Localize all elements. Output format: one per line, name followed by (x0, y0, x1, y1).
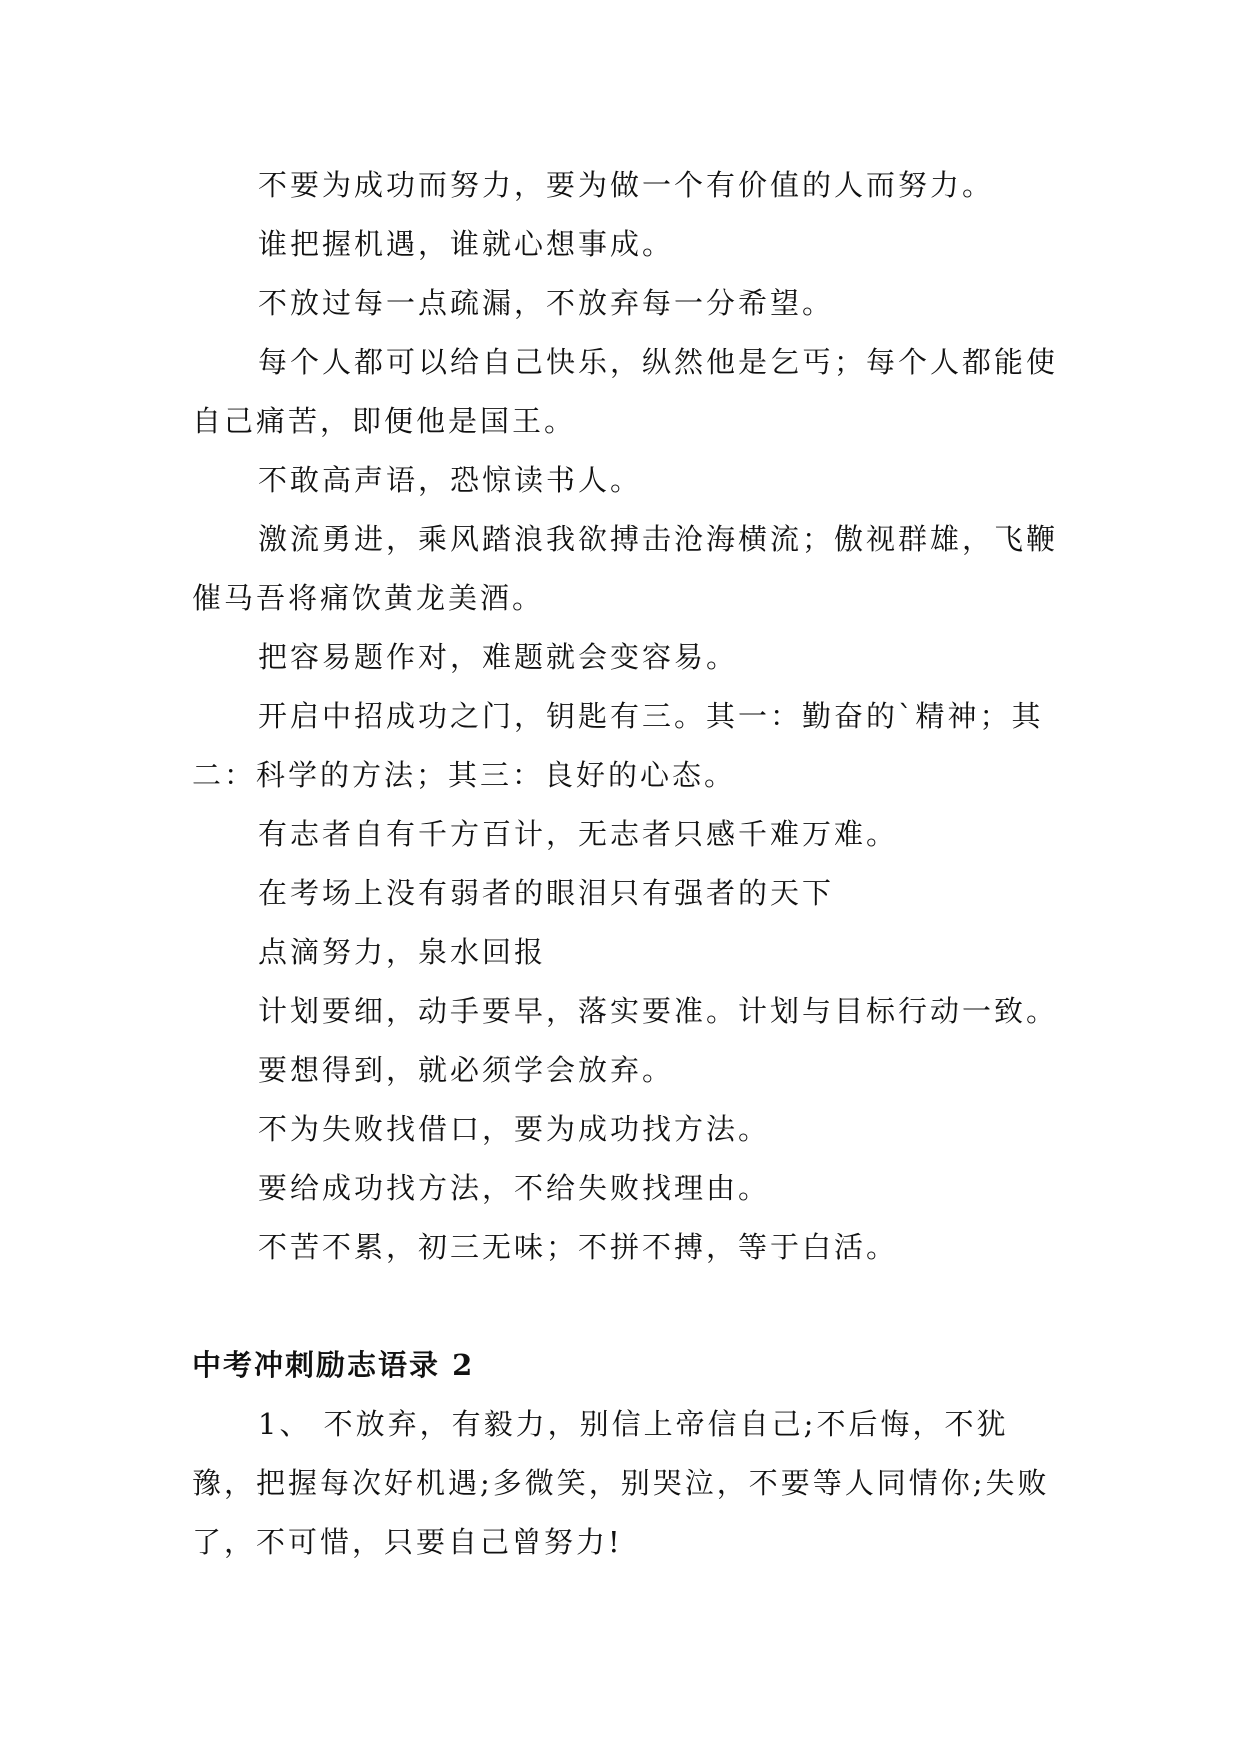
paragraph: 不敢高声语，恐惊读书人。 (258, 463, 643, 497)
paragraph: 计划要细，动手要早，落实要准。计划与目标行动一致。 (258, 994, 1059, 1028)
paragraph: 每个人都可以给自己快乐，纵然他是乞丐；每个人都能使自己痛苦，即便他是国王。 (192, 345, 1059, 438)
paragraph: 开启中招成功之门，钥匙有三。其一：勤奋的`精神；其二：科学的方法；其三：良好的心态。 (192, 699, 1044, 792)
paragraph: 1、 不放弃，有毅力，别信上帝信自己;不后悔，不犹豫，把握每次好机遇;多微笑，别哭泣，不要等人同情你;失败了，不可惜，只要自己曾努力! (192, 1407, 1050, 1559)
section-title: 中考冲刺励志语录 2 (192, 1348, 475, 1382)
section-spacer (192, 1277, 1062, 1336)
paragraph: 不要为成功而努力，要为做一个有价值的人而努力。 (258, 168, 995, 202)
paragraph: 不为失败找借口，要为成功找方法。 (258, 1112, 771, 1146)
paragraph: 有志者自有千方百计，无志者只感千难万难。 (258, 817, 899, 851)
paragraph: 把容易题作对，难题就会变容易。 (258, 640, 739, 674)
paragraph: 谁把握机遇，谁就心想事成。 (258, 227, 675, 261)
paragraph: 点滴努力，泉水回报 (258, 935, 547, 969)
paragraph: 要想得到，就必须学会放弃。 (258, 1053, 675, 1087)
document-body (192, 156, 1062, 1572)
paragraph: 不苦不累，初三无味；不拼不搏，等于白活。 (258, 1230, 899, 1264)
paragraph: 在考场上没有弱者的眼泪只有强者的天下 (258, 876, 835, 910)
paragraph: 要给成功找方法，不给失败找理由。 (258, 1171, 771, 1205)
paragraph: 不放过每一点疏漏，不放弃每一分希望。 (258, 286, 835, 320)
paragraph: 激流勇进，乘风踏浪我欲搏击沧海横流；傲视群雄，飞鞭催马吾将痛饮黄龙美酒。 (192, 522, 1059, 615)
